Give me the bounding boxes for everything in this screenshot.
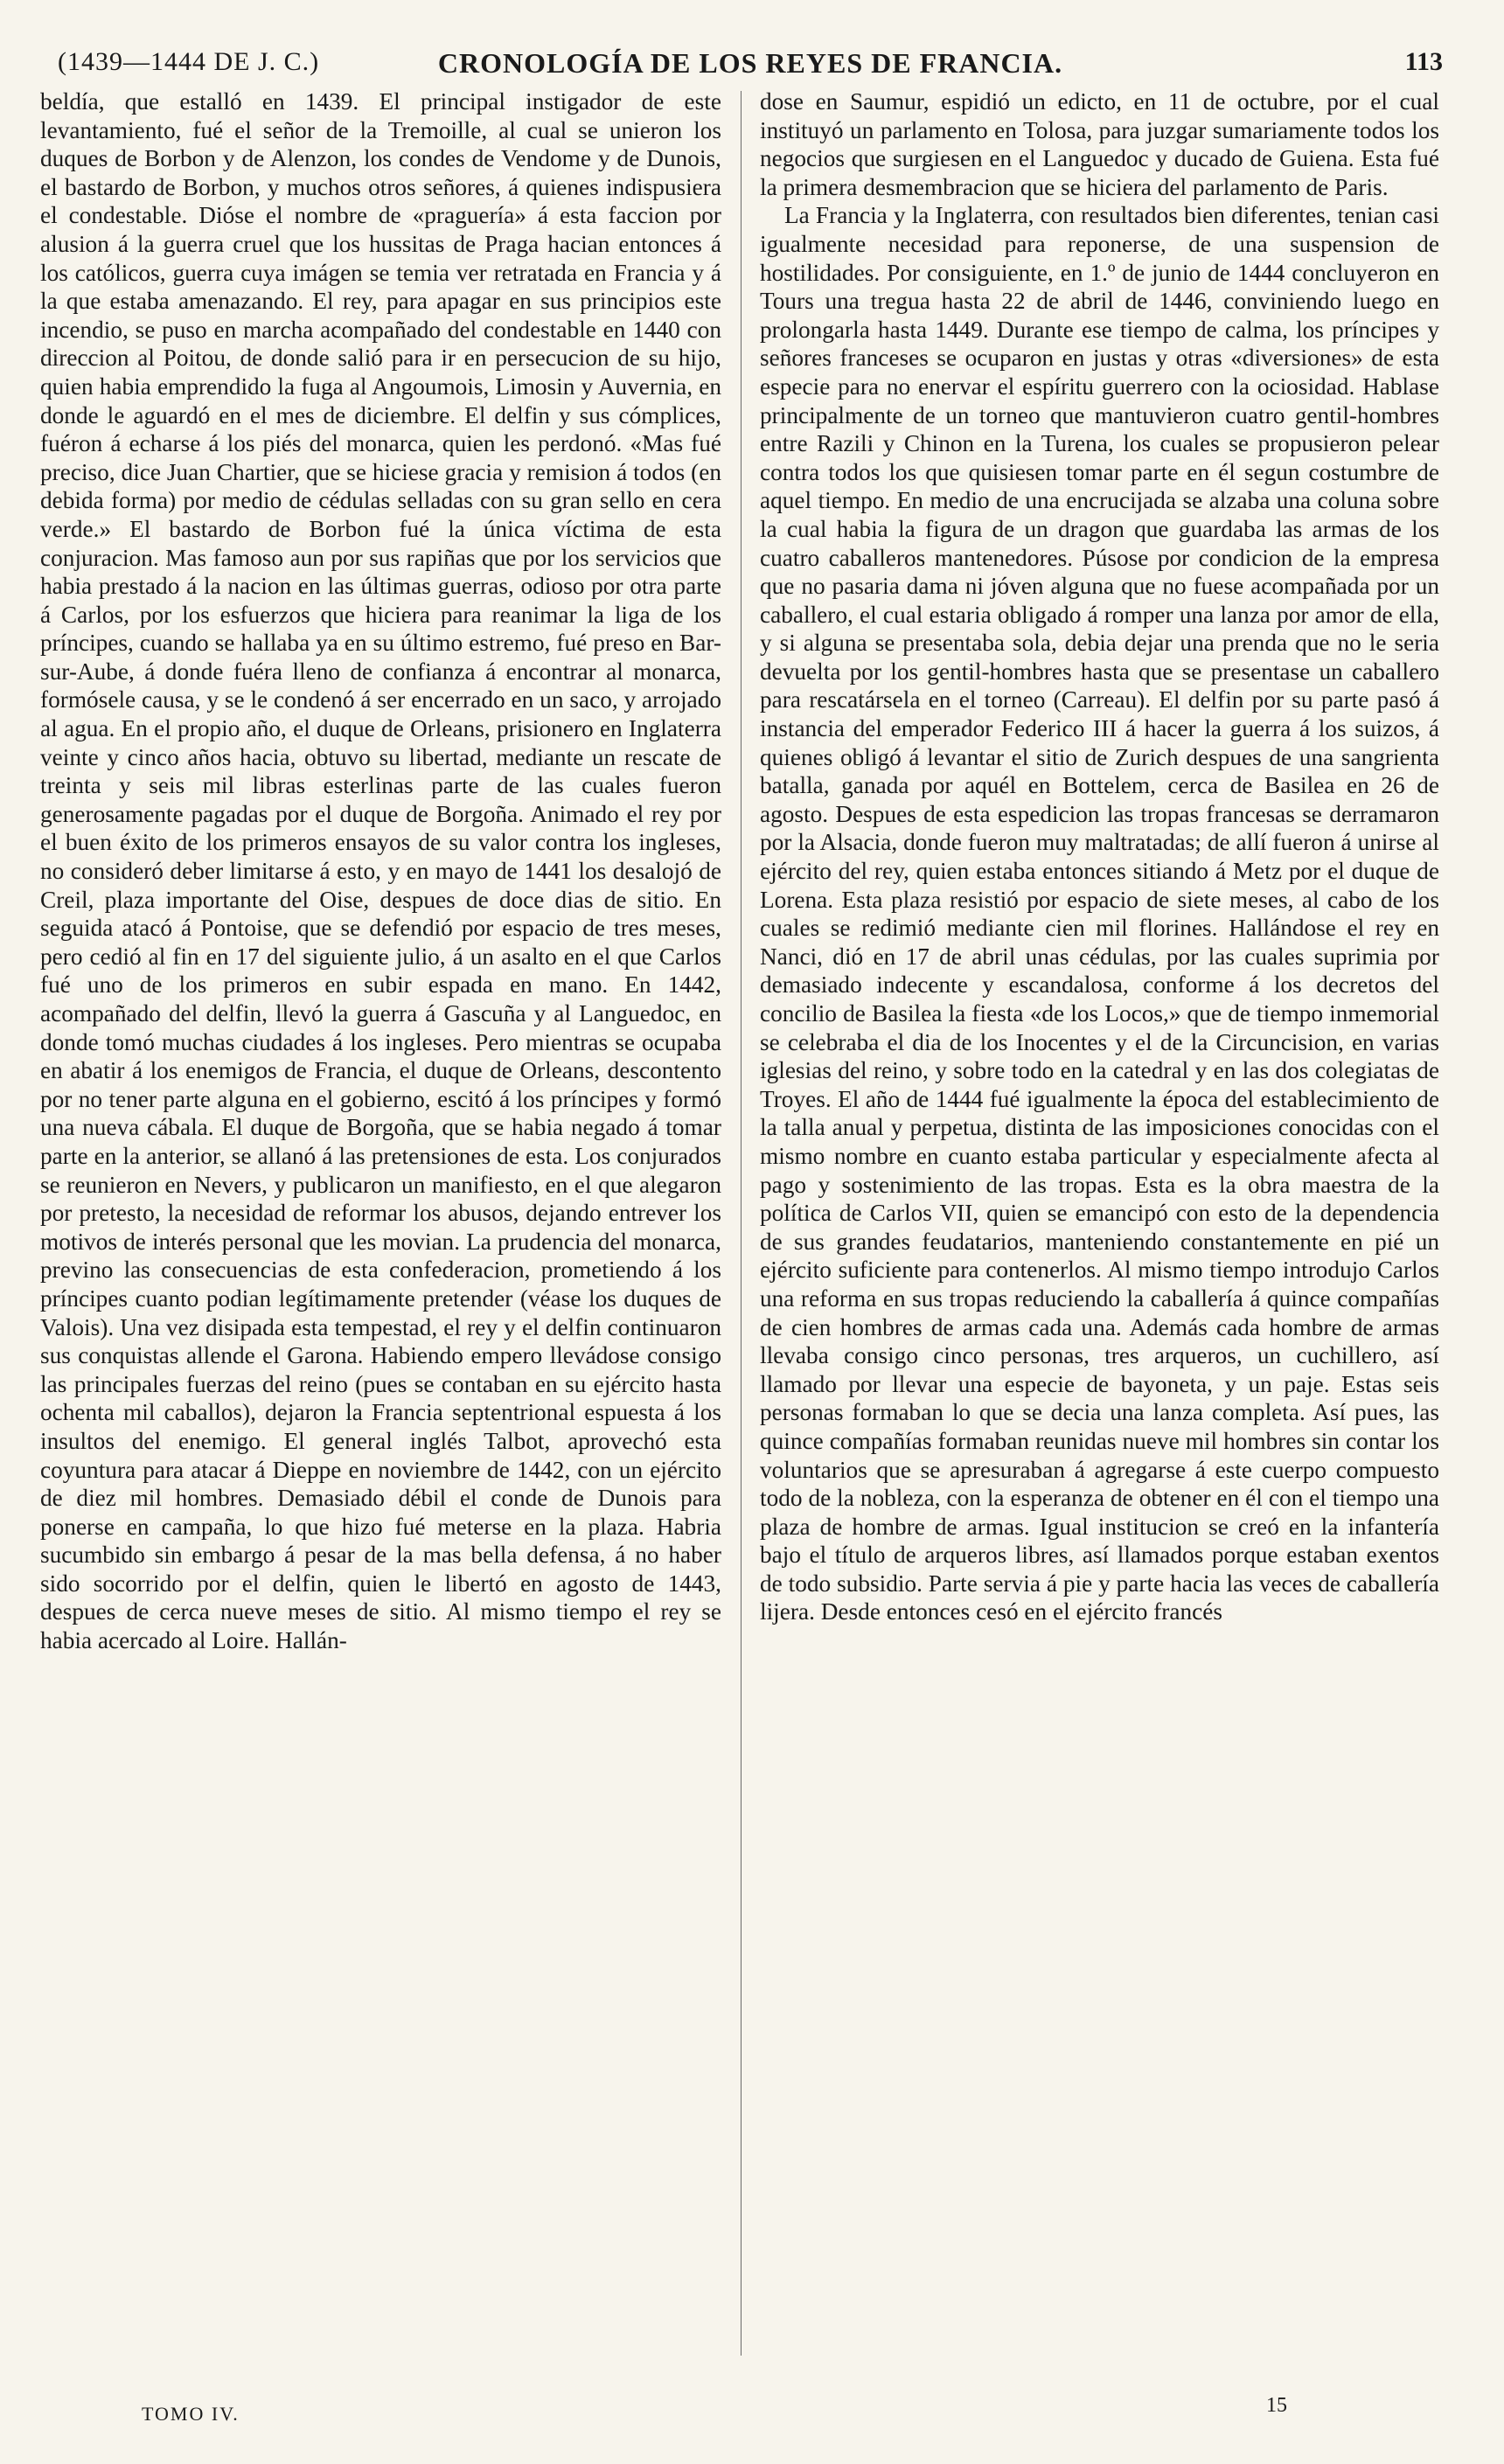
page-number: 113 xyxy=(1404,47,1443,76)
volume-label: TOMO IV. xyxy=(142,2403,240,2425)
column-divider xyxy=(741,91,742,2356)
right-column xyxy=(760,87,1439,1626)
date-range: (1439—1444 DE J. C.) xyxy=(58,47,320,76)
paragraph: La Francia y la Inglaterra, con resultados bien diferentes, tenian casi igualmente necesidad para reponerse, de una suspension de hostilidades. Por consiguiente, en 1.º de junio de 1444 concluyeron en Tours una tregua hasta 22 de abril de 1446, conviniendo luego en prolongarla hasta 1449. Durante ese tiempo de calma, los príncipes y señores franceses se ocuparon en justas y otras «diversiones» de esta especie para no enervar el espíritu guerrero con la ociosidad. Hablase principalmente de un torneo que mantuvieron cuatro gentil-hombres entre Razili y Chinon en la Turena, los cuales se propusieron pelear contra todos los que quisiesen tomar parte en él segun costumbre de aquel tiempo. En medio de una encrucijada se alzaba una coluna sobre la cual habia la figura de un dragon que guardaba las armas de los cuatro caballeros mantenedores. Púsose por condicion de la empresa que no pasaria dama ni jóven alguna que no fuese acompañada por un caballero, el cual estaria obligado á romper una lanza por amor de ella, y si alguna se presentaba sola, debia dejar una prenda que no le seria devuelta por los gentil-hombres hasta que se presentase un caballero para rescatársela en el torneo (Carreau). El delfin por su parte pasó á instancia del emperador Federico III á hacer la guerra á los suizos, á quienes obligó á levantar el sitio de Zurich despues de una sangrienta batalla, ganada por aquél en Bottelem, cerca de Basilea en 26 de agosto. Despues de esta espedicion las tropas francesas se derramaron por la Alsacia, donde fueron muy maltratadas; de allí fueron á unirse al ejército del rey, quien estaba entonces sitiando á Metz por el duque de Lorena. Esta plaza resistió por espacio de siete meses, al cabo de los cuales se redimió mediante cien mil florines. Hallándose el rey en Nanci, dió en 17 de abril unas cédulas, por las cuales suprimia por demasiado indecente y escandalosa, conforme á los decretos del concilio de Basilea la fiesta «de los Locos,» que de tiempo inmemorial se celebraba el dia de los Inocentes y el de la Circuncision, en varias iglesias del reino, y sobre todo en la catedral y en las dos colegiatas de Troyes. El año de 1444 fué igualmente la época del establecimiento de la talla anual y perpetua, distinta de las imposiciones conocidas con el mismo nombre en cuanto estaba particular y especialmente afecta al pago y sostenimiento de las tropas. Esta es la obra maestra de la política de Carlos VII, quien se emancipó con esto de la dependencia de sus grandes feudatarios, manteniendo constantemente en pié un ejército suficiente para contenerlos. Al mismo tiempo introdujo Carlos una reforma en sus tropas reduciendo la caballería á quince compañías de cien hombres de armas cada una. Además cada hombre de armas llevaba consigo cinco personas, tres arqueros, un cuchillero, así llamado por llevar una especie de bayoneta, y un paje. Estas seis personas formaban lo que se decia una lanza completa. Así pues, las quince compañías formaban reunidas nueve mil hombres sin contar los voluntarios que se apresuraban á agregarse á este cuerpo compuesto todo de la nobleza, con la esperanza de obtener en él con el tiempo una plaza de hombre de armas. Igual institucion se creó en la infantería bajo el título de arqueros libres, así llamados porque estaban exentos de todo subsidio. Parte servia á pie y parte hacia las veces de caballería lijera. Desde entonces cesó en el ejército francés xyxy=(760,202,1439,1625)
paragraph: dose en Saumur, espidió un edicto, en 11 de octubre, por el cual instituyó un parlamento en Tolosa, para juzgar sumariamente todos los negocios que surgiesen en el Languedoc y ducado de Guiena. Esta fué la primera desmembracion que se hiciera del parlamento de Paris. xyxy=(760,88,1439,200)
signature-mark: 15 xyxy=(1266,2394,1287,2417)
left-column xyxy=(40,87,721,1655)
running-head xyxy=(58,47,1443,82)
paragraph: beldía, que estalló en 1439. El principal instigador de este levantamiento, fué el señor de la Tremoille, al cual se unieron los duques de Borbon y de Alenzon, los condes de Vendome y de Dunois, el bastardo de Borbon, y muchos otros señores, á quienes indispusiera el condestable. Dióse el nombre de «praguería» á esta faccion por alusion á la guerra cruel que los hussitas de Praga hacian entonces á los católicos, guerra cuya imágen se temia ver retratada en Francia y á la que estaba amenazando. El rey, para apagar en sus principios este incendio, se puso en marcha acompañado del condestable en 1440 con direccion al Poitou, de donde salió para ir en persecucion de su hijo, quien habia emprendido la fuga al Angoumois, Limosin y Auvernia, en donde le aguardó en el mes de diciembre. El delfin y sus cómplices, fuéron á echarse á los piés del monarca, quien les perdonó. «Mas fué preciso, dice Juan Chartier, que se hiciese gracia y remision á todos (en debida forma) por medio de cédulas selladas con su gran sello en cera verde.» El bastardo de Borbon fué la única víctima de esta conjuracion. Mas famoso aun por sus rapiñas que por los servicios que habia prestado á la nacion en las últimas guerras, odioso por otra parte á Carlos, por los esfuerzos que hiciera para reanimar la liga de los príncipes, cuando se hallaba ya en su último estremo, fué preso en Bar-sur-Aube, á donde fuéra lleno de confianza á encontrar al monarca, formósele causa, y se le condenó á ser encerrado en un saco, y arrojado al agua. En el propio año, el duque de Orleans, prisionero en Inglaterra veinte y cinco años hacia, obtuvo su libertad, mediante un rescate de treinta y seis mil libras esterlinas parte de las cuales fueron generosamente pagadas por el duque de Borgoña. Animado el rey por el buen éxito de los primeros ensayos de su valor contra los ingleses, no consideró deber limitarse á esto, y en mayo de 1441 los desalojó de Creil, plaza importante del Oise, despues de doce dias de sitio. En seguida atacó á Pontoise, que se defendió por espacio de tres meses, pero cedió al fin en 17 del siguiente julio, á un asalto en el que Carlos fué uno de los primeros en subir espada en mano. En 1442, acompañado del delfin, llevó la guerra á Gascuña y al Languedoc, en donde tomó muchas ciudades á los ingleses. Pero mientras se ocupaba en abatir á los enemigos de Francia, el duque de Orleans, descontento por no tener parte alguna en el gobierno, escitó á los príncipes y formó una nueva cábala. El duque de Borgoña, que se habia negado á tomar parte en la anterior, se allanó á las pretensiones de esta. Los conjurados se reunieron en Nevers, y publicaron un manifiesto, en el que alegaron por pretesto, la necesidad de reformar los abusos, dejando entrever los motivos de interés personal que les movian. La prudencia del monarca, previno las consecuencias de esta confederacion, prometiendo á los príncipes cuanto podian legítimamente pretender (véase los duques de Valois). Una vez disipada esta tempestad, el rey y el delfin continuaron sus conquistas allende el Garona. Habiendo empero llevádose consigo las principales fuerzas del reino (pues se contaban en su ejército hasta ochenta mil caballos), dejaron la Francia septentrional espuesta á los insultos del enemigo. El general inglés Talbot, aprovechó esta coyuntura para atacar á Dieppe en noviembre de 1442, con un ejército de diez mil hombres. Demasiado débil el conde de Dunois para ponerse en campaña, lo que hizo fué meterse en la plaza. Habria sucumbido sin embargo á pesar de la mas bella defensa, á no haber sido socorrido por el delfin, quien le libertó en agosto de 1443, despues de cerca nueve meses de sitio. Al mismo tiempo el rey se habia acercado al Loire. Hallán- xyxy=(40,88,721,1654)
page-title: CRONOLOGÍA DE LOS REYES DE FRANCIA. xyxy=(437,47,1063,79)
